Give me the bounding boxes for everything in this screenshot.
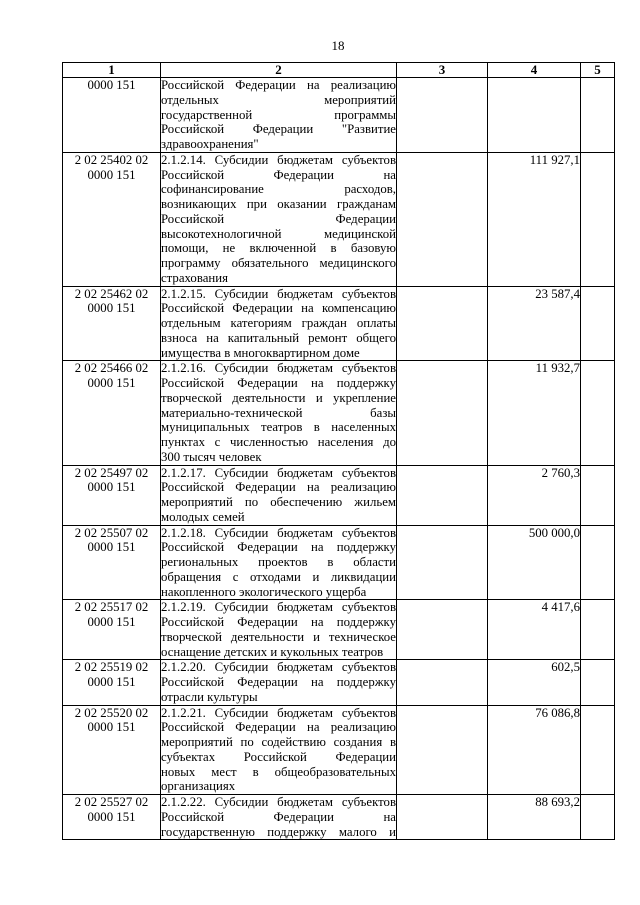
- budget-code-cell: 2 02 25527 02 0000 151: [63, 795, 161, 840]
- column-3-cell: [397, 660, 488, 705]
- description-line: 2.1.2.17. Субсидии бюджетам субъектов: [161, 465, 396, 480]
- column-5-cell: [581, 660, 615, 705]
- description-line: Российской Федерации на: [161, 167, 396, 182]
- column-5-cell: [581, 152, 615, 286]
- table-row: [63, 660, 615, 705]
- amount-cell: 4 417,6: [488, 600, 581, 660]
- description-line: программу обязательного медицинского: [161, 256, 396, 270]
- column-5-cell: [581, 525, 615, 600]
- description-cell: [161, 705, 397, 795]
- description-line: Российской Федерации на поддержку: [161, 615, 396, 629]
- description-line: Российской Федерации "Развитие: [161, 122, 396, 137]
- budget-code-cell: 0000 151: [63, 78, 161, 153]
- column-3-cell: [397, 152, 488, 286]
- description-line: организациях: [161, 779, 236, 794]
- column-3-cell: [397, 465, 488, 525]
- description-line: Российской Федерации: [161, 211, 396, 226]
- budget-code-cell: 2 02 25519 02 0000 151: [63, 660, 161, 705]
- description-cell: [161, 286, 397, 361]
- amount-cell: [488, 78, 581, 153]
- description-line: взноса на капитальный ремонт общего: [161, 330, 396, 345]
- table-row: [63, 152, 615, 286]
- table-header-row: [63, 63, 615, 78]
- budget-code-cell: 2 02 25507 02 0000 151: [63, 525, 161, 600]
- description-line: высокотехнологичной медицинской: [161, 226, 396, 241]
- description-line: Российской Федерации на: [161, 809, 396, 824]
- description-line: отдельным категориям граждан оплаты: [161, 316, 396, 330]
- description-cell: [161, 660, 397, 705]
- amount-cell: 76 086,8: [488, 705, 581, 795]
- description-line: мероприятий по обеспечению жильем: [161, 495, 396, 509]
- description-cell: [161, 525, 397, 600]
- column-3-cell: [397, 705, 488, 795]
- column-3-cell: [397, 78, 488, 153]
- amount-cell: 111 927,1: [488, 152, 581, 286]
- description-line: здравоохранения": [161, 137, 259, 151]
- budget-code-cell: 2 02 25520 02 0000 151: [63, 705, 161, 795]
- table-row: [63, 361, 615, 465]
- description-line: Российской Федерации на поддержку: [161, 540, 396, 555]
- column-5-cell: [581, 465, 615, 525]
- table-body: [63, 78, 615, 840]
- table-row: [63, 705, 615, 795]
- column-5-cell: [581, 361, 615, 465]
- column-5-cell: [581, 78, 615, 153]
- amount-cell: 88 693,2: [488, 795, 581, 840]
- header-cell-2: 2: [161, 63, 397, 78]
- table-row: [63, 286, 615, 361]
- description-line: Российской Федерации на поддержку: [161, 376, 396, 390]
- table-row: [63, 465, 615, 525]
- column-3-cell: [397, 600, 488, 660]
- table-row: [63, 78, 615, 153]
- amount-cell: 500 000,0: [488, 525, 581, 600]
- description-line: Российской Федерации на реализацию: [161, 480, 396, 495]
- description-line: творческой деятельности и техническое: [161, 629, 396, 644]
- description-line: 2.1.2.19. Субсидии бюджетам субъектов: [161, 600, 396, 615]
- amount-cell: 11 932,7: [488, 361, 581, 465]
- budget-code-cell: 2 02 25462 02 0000 151: [63, 286, 161, 361]
- description-line: молодых семей: [161, 509, 245, 524]
- description-line: пунктах с численностью населения до: [161, 435, 396, 449]
- description-cell: [161, 465, 397, 525]
- description-line: отдельных мероприятий: [161, 92, 396, 107]
- header-cell-3: 3: [397, 63, 488, 78]
- column-5-cell: [581, 600, 615, 660]
- header-cell-1: 1: [63, 63, 161, 78]
- description-line: 2.1.2.14. Субсидии бюджетам субъектов: [161, 152, 396, 167]
- table-row: [63, 795, 615, 840]
- description-line: 2.1.2.21. Субсидии бюджетам субъектов: [161, 705, 396, 720]
- description-line: творческой деятельности и укрепление: [161, 390, 396, 405]
- description-line: Российской Федерации на реализацию: [161, 720, 396, 735]
- description-cell: [161, 152, 397, 286]
- column-5-cell: [581, 705, 615, 795]
- table-row: [63, 600, 615, 660]
- column-5-cell: [581, 795, 615, 840]
- page-number: 18: [331, 38, 345, 53]
- description-line: возникающих при оказании гражданам: [161, 197, 396, 211]
- description-line: муниципальных театров в населенных: [161, 420, 396, 435]
- description-line: оснащение детских и кукольных театров: [161, 644, 384, 659]
- description-line: государственную поддержку малого и: [161, 824, 396, 839]
- description-line: софинансирование расходов,: [161, 182, 396, 197]
- description-line: субъектах Российской Федерации: [161, 749, 396, 764]
- description-line: страхования: [161, 270, 228, 285]
- header-cell-5: 5: [581, 63, 615, 78]
- amount-cell: 2 760,3: [488, 465, 581, 525]
- description-line: 2.1.2.20. Субсидии бюджетам субъектов: [161, 660, 396, 675]
- description-line: 2.1.2.18. Субсидии бюджетам субъектов: [161, 525, 396, 540]
- description-cell: [161, 600, 397, 660]
- description-line: 2.1.2.22. Субсидии бюджетам субъектов: [161, 795, 396, 809]
- table-row: [63, 525, 615, 600]
- budget-code-cell: 2 02 25517 02 0000 151: [63, 600, 161, 660]
- column-5-cell: [581, 286, 615, 361]
- description-line: 300 тысяч человек: [161, 449, 262, 464]
- description-line: 2.1.2.16. Субсидии бюджетам субъектов: [161, 361, 396, 376]
- description-line: Российской Федерации на реализацию: [161, 78, 396, 92]
- amount-cell: 602,5: [488, 660, 581, 705]
- budget-code-cell: 2 02 25402 02 0000 151: [63, 152, 161, 286]
- description-line: обращения с отходами и ликвидации: [161, 569, 396, 584]
- budget-code-cell: 2 02 25466 02 0000 151: [63, 361, 161, 465]
- description-line: государственной программы: [161, 107, 396, 122]
- description-line: Российской Федерации на компенсацию: [161, 301, 396, 316]
- budget-table: [62, 62, 615, 840]
- description-line: Российской Федерации на поддержку: [161, 675, 396, 689]
- column-3-cell: [397, 286, 488, 361]
- description-line: новых мест в общеобразовательных: [161, 764, 396, 779]
- description-line: помощи, не включенной в базовую: [161, 241, 396, 256]
- amount-cell: 23 587,4: [488, 286, 581, 361]
- description-line: материально-технической базы: [161, 405, 396, 420]
- description-line: накопленного экологического ущерба: [161, 584, 367, 599]
- description-line: отрасли культуры: [161, 689, 258, 704]
- description-cell: [161, 361, 397, 465]
- description-line: мероприятий по содействию создания в: [161, 735, 396, 749]
- column-3-cell: [397, 795, 488, 840]
- description-cell: [161, 78, 397, 153]
- column-3-cell: [397, 525, 488, 600]
- description-cell: [161, 795, 397, 840]
- header-cell-4: 4: [488, 63, 581, 78]
- budget-code-cell: 2 02 25497 02 0000 151: [63, 465, 161, 525]
- column-3-cell: [397, 361, 488, 465]
- description-line: имущества в многоквартирном доме: [161, 345, 360, 360]
- description-line: 2.1.2.15. Субсидии бюджетам субъектов: [161, 286, 396, 301]
- description-line: региональных проектов в области: [161, 555, 396, 569]
